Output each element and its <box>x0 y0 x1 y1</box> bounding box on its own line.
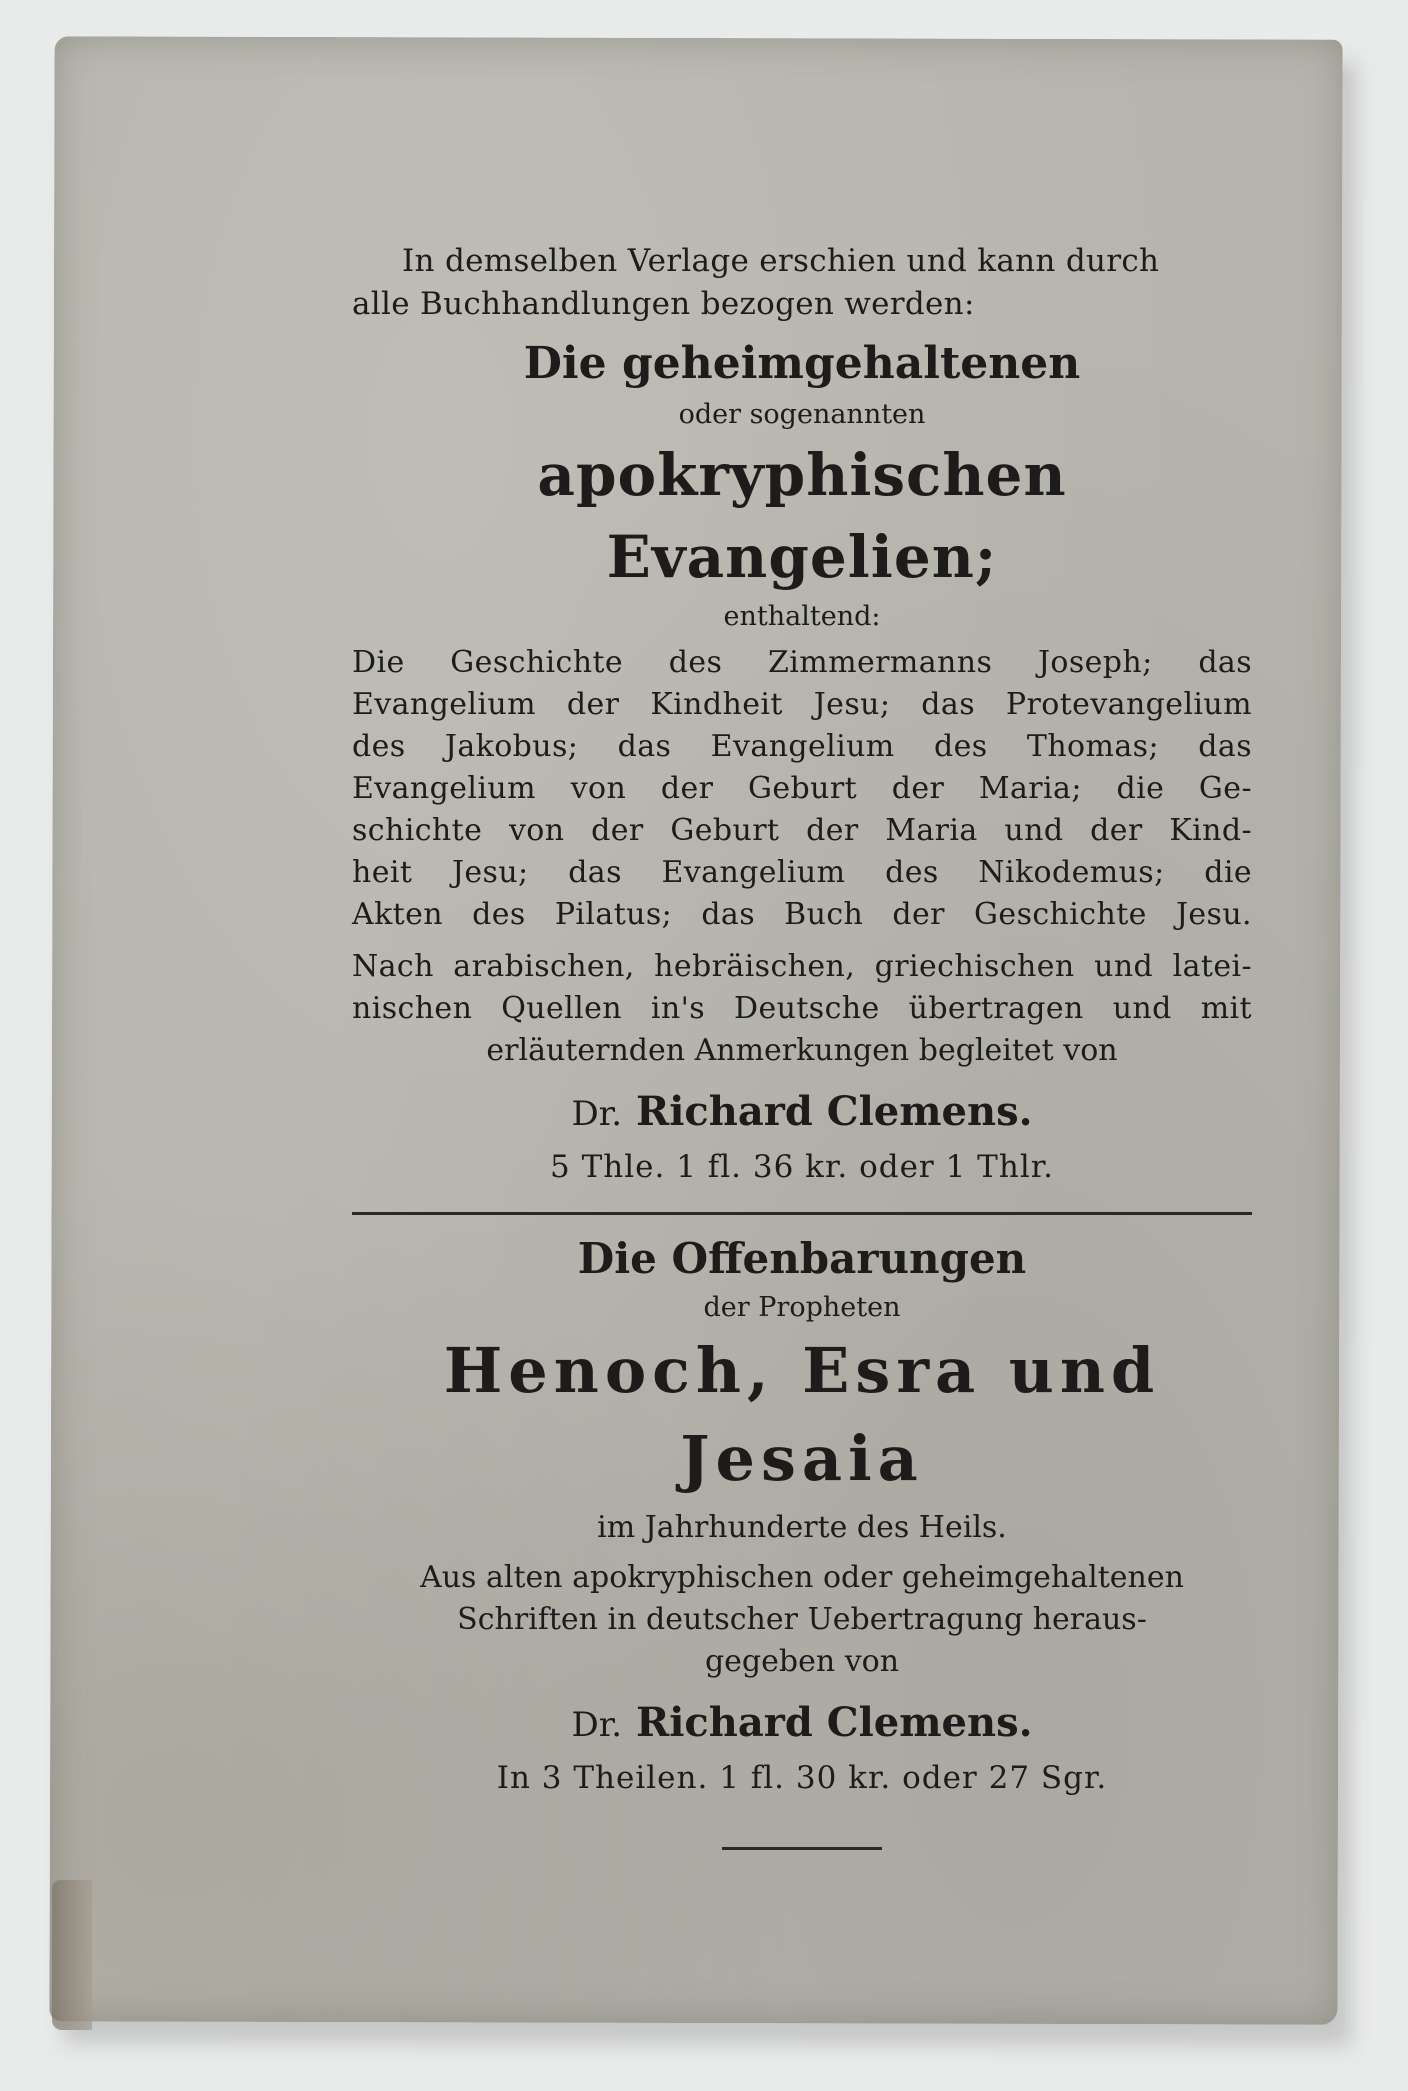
book1-source-line: nischen Quellen in's Deutsche übertragen und mit <box>352 991 1252 1026</box>
book1-price: 5 Thle. 1 fl. 36 kr. oder 1 Thlr. <box>550 1149 1054 1185</box>
book1-contents-line: Die Geschichte des Zimmermanns Joseph; das <box>352 645 1252 680</box>
book1-contents-line: Akten des Pilatus; das Buch der Geschichte Jesu. <box>352 897 1252 932</box>
book2-price: In 3 Theilen. 1 fl. 30 kr. oder 27 Sgr. <box>496 1760 1108 1796</box>
book1-containing: enthaltend: <box>723 601 881 632</box>
book1-author-prefix: Dr. <box>571 1094 623 1134</box>
book2-source <box>352 1557 1252 1683</box>
book2-subtitle: im Jahrhunderte des Heils. <box>597 1510 1007 1545</box>
book2-author-name: Richard Clemens. <box>635 1699 1033 1746</box>
worn-spine-edge <box>52 1880 92 2030</box>
closing-rule <box>722 1847 882 1850</box>
book2-author <box>352 1693 1252 1755</box>
book1-contents-line: Evangelium der Kindheit Jesu; das Protevangelium <box>352 687 1252 722</box>
book1-author <box>352 1082 1252 1144</box>
book1-source-line: erläuternden Anmerkungen begleitet von <box>486 1033 1118 1068</box>
section-divider <box>352 1212 1252 1215</box>
book1-title-top: Die geheimgehaltenen <box>523 338 1081 389</box>
intro-line-1: In demselben Verlage erschien und kann durch <box>402 243 1160 279</box>
book1-contents-line: Evangelium von der Geburt der Maria; die Ge- <box>352 771 1252 806</box>
book1-title-main: apokryphischen Evangelien; <box>537 441 1067 591</box>
book1-contents-line: des Jakobus; das Evangelium des Thomas; das <box>352 729 1252 764</box>
book1-author-name: Richard Clemens. <box>635 1088 1033 1135</box>
book1-contents <box>352 642 1252 936</box>
book1-contents-line: heit Jesu; das Evangelium des Nikodemus; die <box>352 855 1252 890</box>
intro-line-2: alle Buchhandlungen bezogen werden: <box>352 286 975 322</box>
book2-source-line: Schriften in deutscher Uebertragung heraus- <box>457 1602 1147 1637</box>
book1-contents-line: schichte von der Geburt der Maria und der Kind- <box>352 813 1252 848</box>
book2-source-line: Aus alten apokryphischen oder geheimgehaltenen <box>420 1560 1184 1595</box>
book2-source-line: gegeben von <box>704 1644 900 1679</box>
book2-title-top: Die Offenbarungen <box>577 1234 1027 1283</box>
book1-title-mid: oder sogenannten <box>678 399 926 430</box>
advertisement-text <box>352 240 1252 1850</box>
book1-source <box>352 946 1252 1072</box>
book2-title-main: Henoch, Esra und Jesaia <box>443 1334 1161 1495</box>
book2-title-mid: der Propheten <box>703 1292 901 1323</box>
book2-author-prefix: Dr. <box>571 1705 623 1745</box>
book1-source-line: Nach arabischen, hebräischen, griechischen und latei- <box>352 949 1252 984</box>
